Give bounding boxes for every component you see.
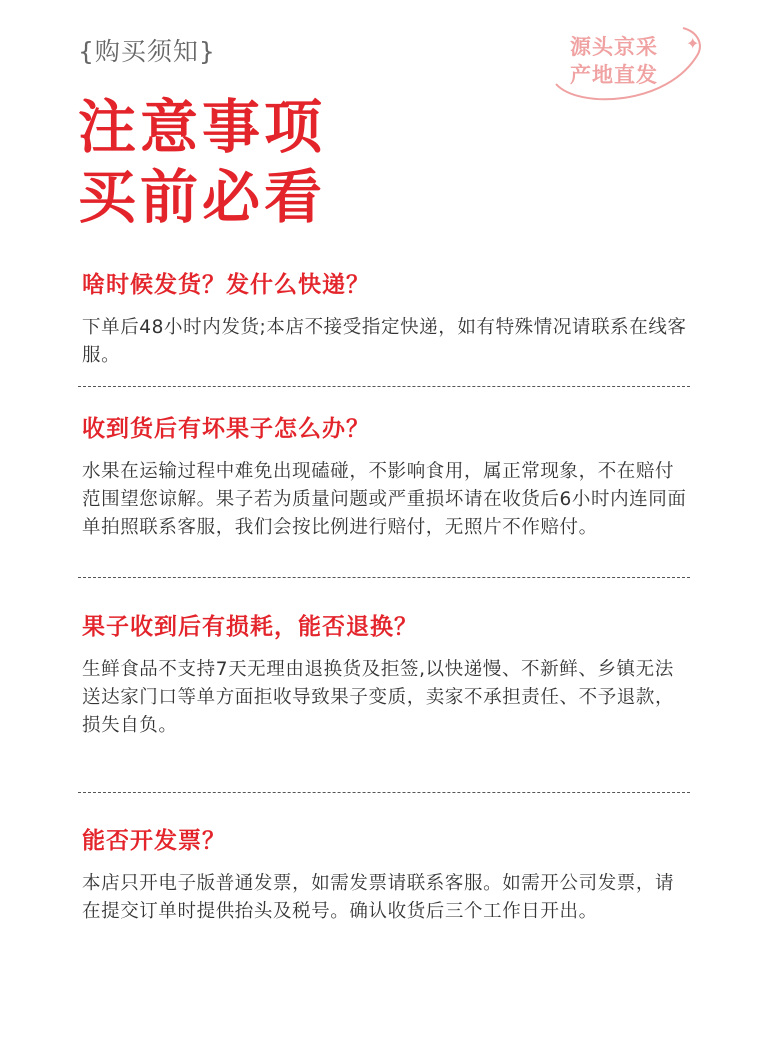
faq-answer: 生鲜食品不支持7天无理由退换货及拒签,以快递慢、不新鲜、乡镇无法送达家门口等单方面拒收导致果子变质，卖家不承担责任、不予退款，损失自负。: [82, 659, 675, 736]
faq-item-shipping: [82, 270, 692, 370]
section-kicker: {购买须知}: [78, 37, 216, 66]
page-headline: [78, 92, 326, 232]
faq-item-damaged-fruit: [82, 414, 692, 542]
sparkle-icon: ✦: [686, 34, 701, 53]
faq-question: 能否开发票？: [82, 828, 226, 854]
stamp-line-2: 产地直发: [570, 63, 658, 87]
faq-answer: 下单后48小时内发货;本店不接受指定快递，如有特殊情况请联系在线客服。: [82, 317, 687, 366]
dashed-divider: [78, 386, 690, 387]
stamp-line-1: 源头京采: [570, 35, 658, 59]
dashed-divider: [78, 792, 690, 793]
faq-question: 啥时候发货？发什么快递？: [82, 272, 370, 298]
origin-stamp-logo: [548, 14, 708, 110]
dashed-divider: [78, 577, 690, 578]
headline-line-2: 买前必看: [78, 163, 327, 231]
headline-line-1: 注意事项: [78, 93, 327, 161]
faq-item-invoice: [82, 826, 692, 926]
faq-answer: 水果在运输过程中难免出现磕碰，不影响食用，属正常现象，不在赔付范围望您谅解。果子若为质量问题或严重损坏请在收货后6小时内连同面单拍照联系客服，我们会按比例进行赔付，无照片不作赔付。: [82, 461, 687, 538]
faq-item-returns: [82, 612, 692, 740]
faq-answer: 本店只开电子版普通发票，如需发票请联系客服。如需开公司发票，请在提交订单时提供抬头及税号。确认收货后三个工作日开出。: [82, 873, 675, 922]
faq-question: 果子收到后有损耗，能否退换？: [82, 614, 418, 640]
faq-question: 收到货后有坏果子怎么办？: [82, 416, 370, 442]
